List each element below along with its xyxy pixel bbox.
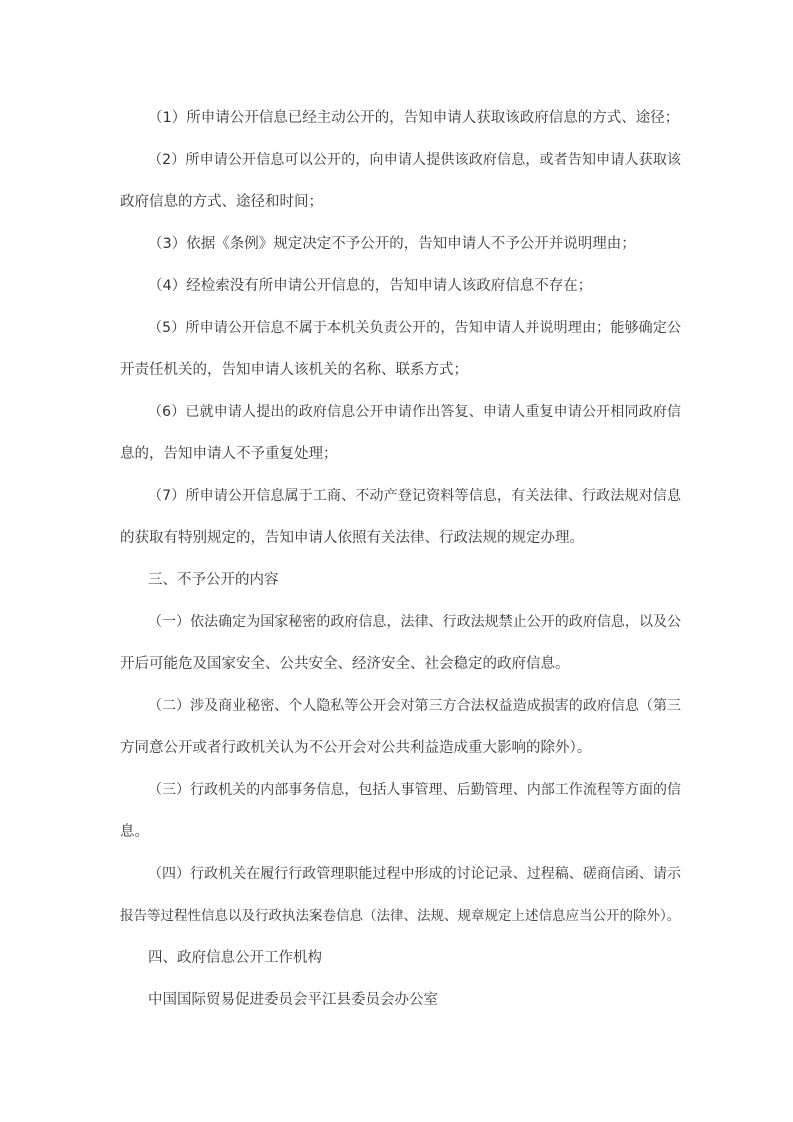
- paragraph-12-line-1: （四）行政机关在履行行政管理职能过程中形成的讨论记录、过程稿、磋商信函、请示: [148, 866, 681, 882]
- paragraph-2-line-1: （2）所申请公开信息可以公开的，向申请人提供该政府信息，或者告知申请人获取该: [148, 152, 681, 168]
- paragraph-1-line-1: （1）所申请公开信息已经主动公开的，告知申请人获取该政府信息的方式、途径；: [148, 110, 680, 126]
- paragraph-8-line-1: 三、不予公开的内容: [148, 572, 279, 588]
- paragraph-4-line-1: （4）经检索没有所申请公开信息的，告知申请人该政府信息不存在；: [148, 278, 593, 294]
- paragraph-7-line-2: 的获取有特别规定的，告知申请人依照有关法律、行政法规的规定办理。: [120, 530, 584, 546]
- paragraph-7-line-1: （7）所申请公开信息属于工商、不动产登记资料等信息，有关法律、行政法规对信息: [148, 488, 681, 504]
- paragraph-12-line-2: 报告等过程性信息以及行政执法案卷信息（法律、法规、规章规定上述信息应当公开的除外）。: [120, 908, 681, 924]
- paragraph-3-line-1: （3）依据《条例》规定决定不予公开的，告知申请人不予公开并说明理由；: [148, 236, 636, 252]
- paragraph-6-line-1: （6）已就申请人提出的政府信息公开申请作出答复、申请人重复申请公开相同政府信: [148, 404, 681, 420]
- paragraph-13-line-1: 四、政府信息公开工作机构: [148, 950, 322, 966]
- paragraph-11-line-1: （三）行政机关的内部事务信息，包括人事管理、后勤管理、内部工作流程等方面的信: [148, 782, 681, 798]
- paragraph-9-line-2: 开后可能危及国家安全、公共安全、经济安全、社会稳定的政府信息。: [120, 656, 570, 672]
- paragraph-11-line-2: 息。: [120, 824, 149, 840]
- paragraph-14-line-1: 中国国际贸易促进委员会平江县委员会办公室: [148, 992, 438, 1008]
- paragraph-6-line-2: 息的，告知申请人不予重复处理；: [120, 446, 338, 462]
- paragraph-9-line-1: （一）依法确定为国家秘密的政府信息，法律、行政法规禁止公开的政府信息，以及公: [148, 614, 681, 630]
- paragraph-5-line-1: （5）所申请公开信息不属于本机关负责公开的，告知申请人并说明理由；能够确定公: [148, 320, 681, 336]
- paragraph-2-line-2: 政府信息的方式、途径和时间；: [120, 194, 323, 210]
- paragraph-10-line-1: （二）涉及商业秘密、个人隐私等公开会对第三方合法权益造成损害的政府信息（第三: [148, 698, 681, 714]
- paragraph-10-line-2: 方同意公开或者行政机关认为不公开会对公共利益造成重大影响的除外）。: [120, 740, 592, 756]
- paragraph-5-line-2: 开责任机关的，告知申请人该机关的名称、联系方式；: [120, 362, 468, 378]
